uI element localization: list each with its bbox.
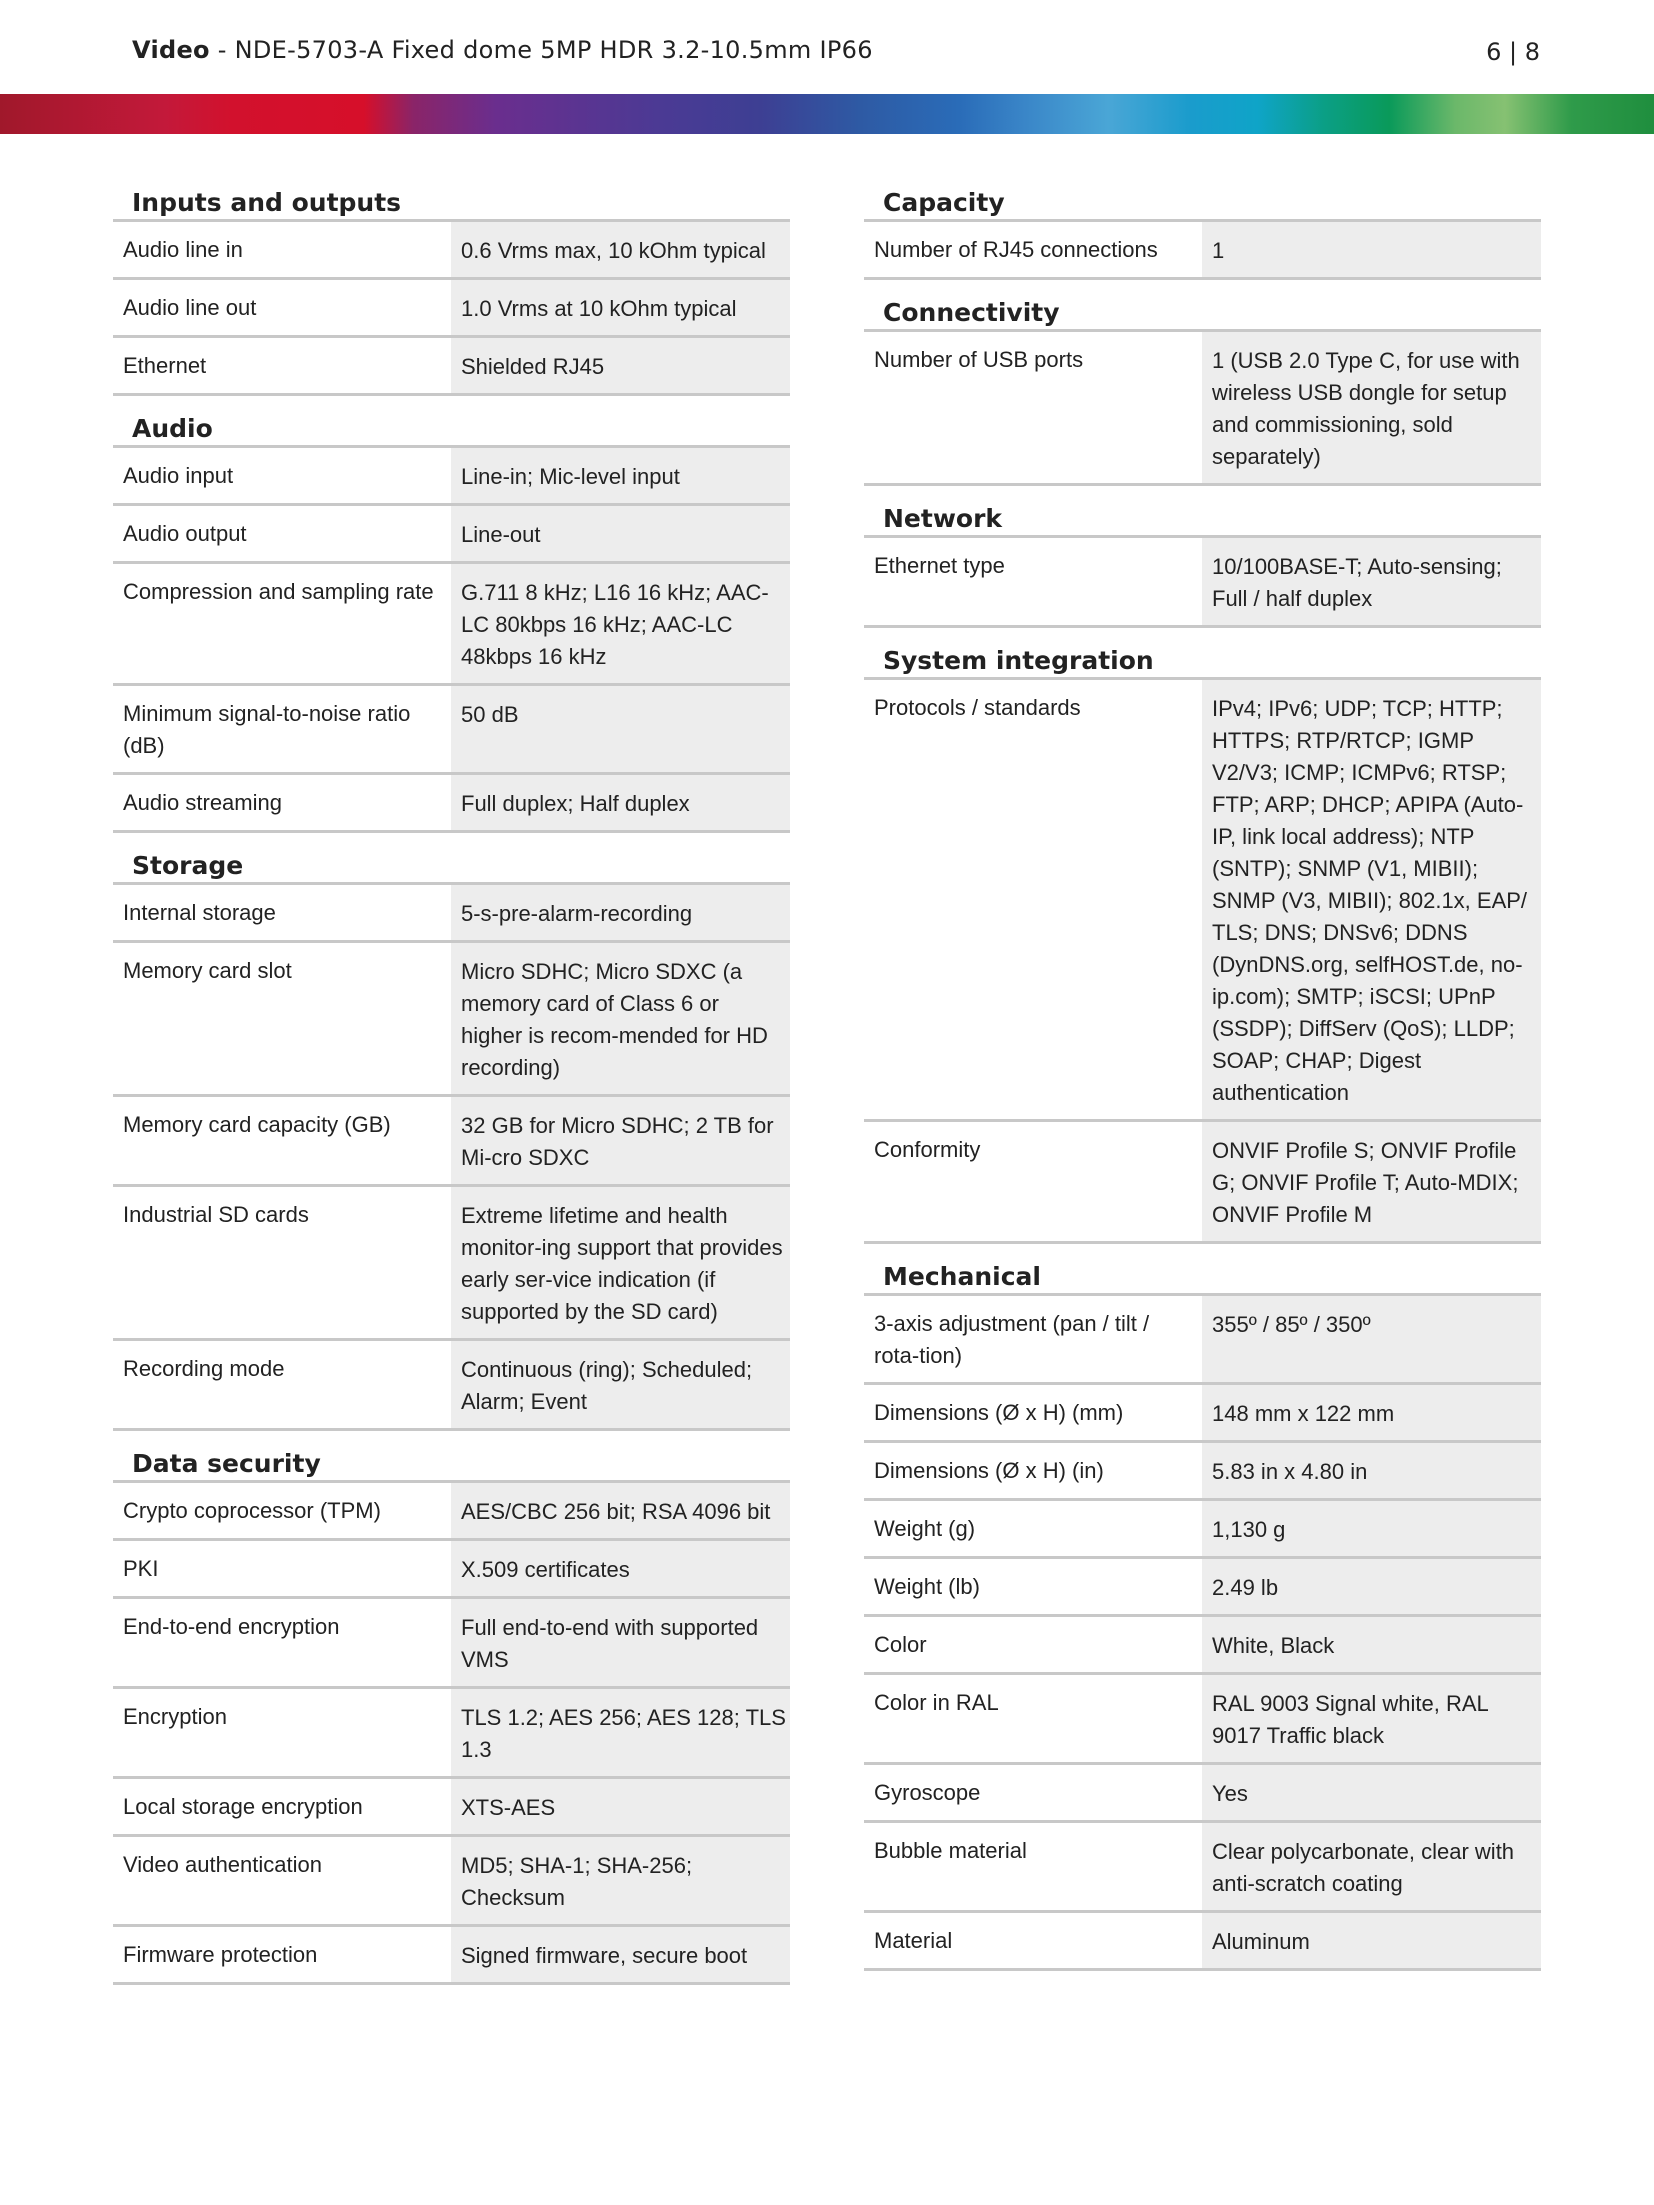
document-title-category: Video [132, 36, 210, 64]
section-title: System integration [864, 628, 1541, 680]
spec-label: Local storage encryption [123, 1794, 363, 1819]
section-title: Network [864, 486, 1541, 538]
spec-row [113, 775, 790, 833]
spec-row [113, 338, 790, 396]
spec-label: Encryption [123, 1704, 227, 1729]
spec-value: MD5; SHA-1; SHA-256; Checksum [451, 1837, 790, 1924]
spec-section-network [864, 486, 1541, 628]
page-header [0, 0, 1654, 94]
spec-label: Memory card capacity (GB) [123, 1112, 391, 1137]
section-title: Connectivity [864, 280, 1541, 332]
spec-label: Gyroscope [874, 1780, 981, 1805]
spec-row [113, 1779, 790, 1837]
spec-label: Minimum signal-to-noise ratio (dB) [123, 701, 411, 758]
spec-value: White, Black [1202, 1617, 1541, 1672]
spec-label: Weight (lb) [874, 1574, 980, 1599]
spec-section-audio [113, 396, 790, 833]
section-title: Inputs and outputs [113, 170, 790, 222]
section-title: Capacity [864, 170, 1541, 222]
spec-section-system-integration [864, 628, 1541, 1244]
right-spec-column [864, 170, 1541, 1971]
spec-row [113, 943, 790, 1097]
spec-value: Extreme lifetime and health monitor-ing support that provides early ser-vice indication (if supported by the SD card) [451, 1187, 790, 1338]
spec-value: 32 GB for Micro SDHC; 2 TB for Mi-cro SDXC [451, 1097, 790, 1184]
spec-value: IPv4; IPv6; UDP; TCP; HTTP; HTTPS; RTP/RTCP; IGMP V2/V3; ICMP; ICMPv6; RTSP; FTP; ARP; DHCP; APIPA (Auto-IP, link local address); NTP (SNTP); SNMP (V1, MIBII); SNMP (V3, MIBII); 802.1x, EAP/ TLS; DNS; DNSv6; DDNS (DynDNS.org, selfHOST.de, no-ip.com); SMTP; iSCSI; UPnP (SSDP); DiffServ (QoS); LLDP; SOAP; CHAP; Digest authentication [1202, 680, 1541, 1119]
section-title: Audio [113, 396, 790, 448]
spec-label: Audio line out [123, 295, 257, 320]
spec-label: Audio line in [123, 237, 243, 262]
spec-label: Dimensions (Ø x H) (mm) [874, 1400, 1124, 1425]
spec-label: Color in RAL [874, 1690, 999, 1715]
spec-label: Color [874, 1632, 927, 1657]
spec-value: Shielded RJ45 [451, 338, 790, 393]
section-title: Mechanical [864, 1244, 1541, 1296]
spec-row [113, 506, 790, 564]
left-spec-column [113, 170, 790, 1985]
spec-label: Crypto coprocessor (TPM) [123, 1498, 381, 1523]
spec-value: 0.6 Vrms max, 10 kOhm typical [451, 222, 790, 277]
spec-row [864, 1443, 1541, 1501]
spec-value: 10/100BASE-T; Auto-sensing; Full / half duplex [1202, 538, 1541, 625]
spec-value: TLS 1.2; AES 256; AES 128; TLS 1.3 [451, 1689, 790, 1776]
spec-row [113, 1341, 790, 1431]
spec-row [864, 538, 1541, 628]
spec-value: Full duplex; Half duplex [451, 775, 790, 830]
spec-value: Yes [1202, 1765, 1541, 1820]
spec-row [113, 1689, 790, 1779]
section-title: Data security [113, 1431, 790, 1483]
section-title: Storage [113, 833, 790, 885]
spec-label: Video authentication [123, 1852, 322, 1877]
spec-row [864, 332, 1541, 486]
spec-value: Line-in; Mic-level input [451, 448, 790, 503]
brand-color-band [0, 94, 1654, 134]
spec-label: Internal storage [123, 900, 276, 925]
document-title-product: - NDE-5703-A Fixed dome 5MP HDR 3.2-10.5mm IP66 [209, 36, 873, 64]
spec-value: Line-out [451, 506, 790, 561]
spec-section-storage [113, 833, 790, 1431]
spec-value: RAL 9003 Signal white, RAL 9017 Traffic black [1202, 1675, 1541, 1762]
spec-row [113, 1837, 790, 1927]
spec-row [864, 1617, 1541, 1675]
spec-value: G.711 8 kHz; L16 16 kHz; AAC-LC 80kbps 16 kHz; AAC-LC 48kbps 16 kHz [451, 564, 790, 683]
spec-label: End-to-end encryption [123, 1614, 340, 1639]
spec-row [113, 1599, 790, 1689]
spec-label: Compression and sampling rate [123, 579, 434, 604]
spec-value: 1 (USB 2.0 Type C, for use with wireless USB dongle for setup and commissioning, sold separately) [1202, 332, 1541, 483]
spec-label: Industrial SD cards [123, 1202, 309, 1227]
spec-value: 2.49 lb [1202, 1559, 1541, 1614]
spec-label: Audio streaming [123, 790, 282, 815]
spec-label: Number of USB ports [874, 347, 1084, 372]
spec-row [113, 448, 790, 506]
spec-section-connectivity [864, 280, 1541, 486]
spec-label: PKI [123, 1556, 159, 1581]
spec-label: Memory card slot [123, 958, 292, 983]
spec-label: Bubble material [874, 1838, 1027, 1863]
spec-row [113, 1927, 790, 1985]
spec-row [864, 1385, 1541, 1443]
spec-row [864, 1559, 1541, 1617]
spec-label: Ethernet type [874, 553, 1005, 578]
spec-label: Material [874, 1928, 953, 1953]
spec-row [864, 1913, 1541, 1971]
spec-row [864, 1501, 1541, 1559]
spec-label: Dimensions (Ø x H) (in) [874, 1458, 1104, 1483]
spec-value: Full end-to-end with supported VMS [451, 1599, 790, 1686]
spec-section-inputs-and-outputs [113, 170, 790, 396]
spec-row [864, 1823, 1541, 1913]
spec-label: Protocols / standards [874, 695, 1081, 720]
spec-value: 355º / 85º / 350º [1202, 1296, 1541, 1382]
spec-row [864, 1675, 1541, 1765]
spec-value: Clear polycarbonate, clear with anti-scratch coating [1202, 1823, 1541, 1910]
spec-value: Aluminum [1202, 1913, 1541, 1968]
spec-label: Audio output [123, 521, 247, 546]
spec-value: 1.0 Vrms at 10 kOhm typical [451, 280, 790, 335]
spec-value: Signed firmware, secure boot [451, 1927, 790, 1982]
spec-row [113, 1187, 790, 1341]
spec-row [864, 1122, 1541, 1244]
page-number: 6 | 8 [1486, 38, 1540, 66]
spec-value: 50 dB [451, 686, 790, 772]
spec-row [113, 1541, 790, 1599]
spec-value: AES/CBC 256 bit; RSA 4096 bit [451, 1483, 790, 1538]
spec-label: Firmware protection [123, 1942, 318, 1967]
spec-row [864, 222, 1541, 280]
spec-value: Micro SDHC; Micro SDXC (a memory card of Class 6 or higher is recom-mended for HD recording) [451, 943, 790, 1094]
spec-value: 1,130 g [1202, 1501, 1541, 1556]
spec-label: Conformity [874, 1137, 981, 1162]
spec-label: Recording mode [123, 1356, 285, 1381]
spec-row [113, 1483, 790, 1541]
spec-label: 3-axis adjustment (pan / tilt / rota-tion) [874, 1311, 1150, 1368]
spec-label: Weight (g) [874, 1516, 976, 1541]
spec-value: 1 [1202, 222, 1541, 277]
document-title [132, 36, 873, 64]
spec-row [864, 1765, 1541, 1823]
spec-value: 148 mm x 122 mm [1202, 1385, 1541, 1440]
spec-row [113, 1097, 790, 1187]
spec-row [113, 222, 790, 280]
spec-value: X.509 certificates [451, 1541, 790, 1596]
spec-row [113, 885, 790, 943]
spec-label: Audio input [123, 463, 234, 488]
spec-section-mechanical [864, 1244, 1541, 1971]
spec-row [113, 564, 790, 686]
spec-value: 5-s-pre-alarm-recording [451, 885, 790, 940]
spec-value: XTS-AES [451, 1779, 790, 1834]
spec-section-data-security [113, 1431, 790, 1985]
spec-row [113, 686, 790, 775]
spec-value: 5.83 in x 4.80 in [1202, 1443, 1541, 1498]
spec-section-capacity [864, 170, 1541, 280]
spec-row [864, 680, 1541, 1122]
spec-row [113, 280, 790, 338]
spec-row [864, 1296, 1541, 1385]
spec-value: ONVIF Profile S; ONVIF Profile G; ONVIF Profile T; Auto-MDIX; ONVIF Profile M [1202, 1122, 1541, 1241]
spec-label: Number of RJ45 connections [874, 237, 1158, 262]
spec-label: Ethernet [123, 353, 207, 378]
spec-value: Continuous (ring); Scheduled; Alarm; Event [451, 1341, 790, 1428]
